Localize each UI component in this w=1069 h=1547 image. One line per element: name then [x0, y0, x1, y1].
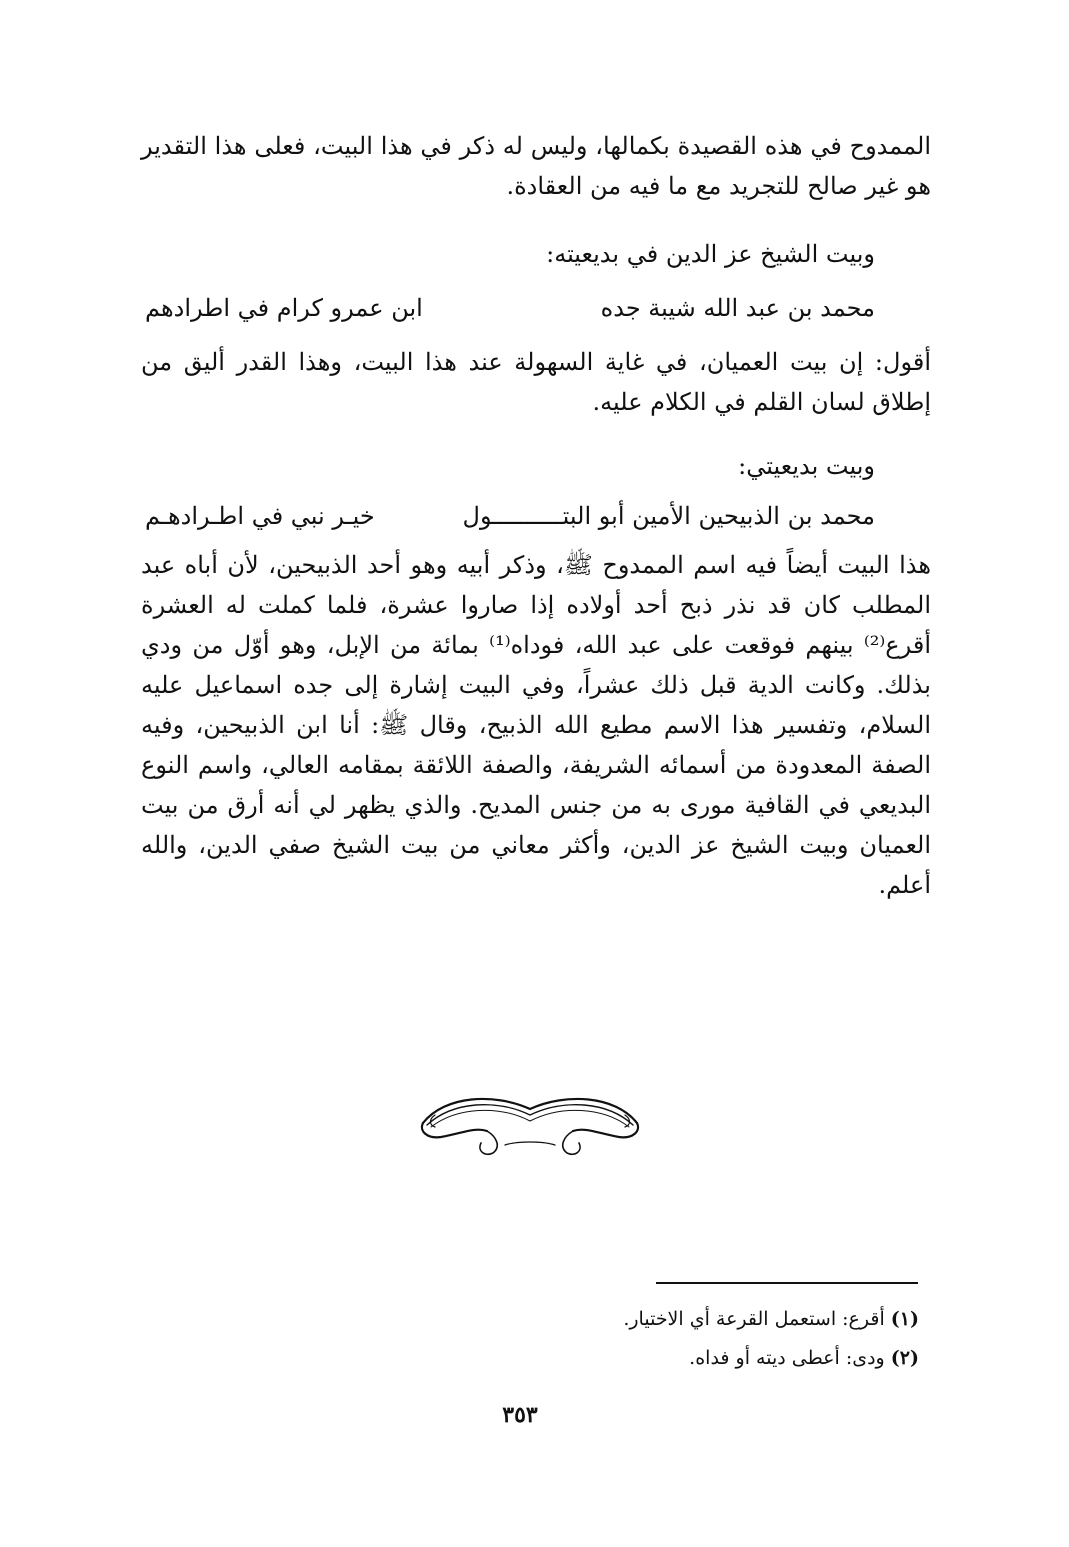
footnote-1-marker: (١): [890, 1308, 919, 1330]
footnote-2: [689, 1343, 919, 1373]
decorative-flourish-ornament: [405, 1085, 655, 1165]
verse-line-1: [145, 288, 875, 328]
footnote-2-marker: (٢): [890, 1347, 919, 1369]
verse-1-first-hemistich: محمد بن عبد الله شيبة جده: [600, 294, 875, 322]
paragraph-3-text: هذا البيت أيضاً فيه اسم الممدوح ﷺ، وذكر أبيه وهو أحد الذبيحين، لأن أباه عبد المطلب كان قد نذر ذبح أحد أولاده إذا صاروا عشرة، فلما كملت له العشرة أقرع⁽²⁾ بينهم فوقعت على عبد الله، فوداه⁽¹⁾ بمائة من الإبل، وهو أوّل من ودي بذلك. وكانت الدية قبل ذلك عشراً، وفي البيت إشارة إلى جده اسماعيل عليه السلام، وتفسير هذا الاسم مطيع الله الذبيح، وقال ﷺ: أنا ابن الذبيحين، وفيه الصفة المعدودة من أسمائه الشريفة، والصفة اللائقة بمقامه العالي، واسم النوع البديعي في القافية مورى به من جنس المديح. والذي يظهر لي أنه أرق من بيت العميان وبيت الشيخ عز الدين، وأكثر معاني من بيت الشيخ صفي الدين، والله أعلم.: [141, 551, 931, 899]
page-number: ٣٥٣: [502, 1402, 538, 1428]
verse-line-2: [145, 496, 875, 536]
commentary-paragraph: [141, 342, 931, 422]
paragraph-1-text: الممدوح في هذه القصيدة بكمالها، وليس له ذكر في هذا البيت، فعلى هذا التقدير هو غير صالح للتجريد مع ما فيه من العقادة.: [141, 132, 931, 200]
verse-intro-heading-1: وبيت الشيخ عز الدين في بديعيته:: [546, 240, 875, 268]
explanation-paragraph: [141, 545, 931, 905]
footnote-2-text: ودى: أعطى ديته أو فداه.: [689, 1347, 885, 1369]
footnote-separator-rule: [656, 1282, 918, 1284]
paragraph-2-text: أقول: إن بيت العميان، في غاية السهولة عند هذا البيت، وهذا القدر أليق من إطلاق لسان القلم في الكلام عليه.: [141, 348, 931, 416]
verse-2-first-hemistich: محمد بن الذبيحين الأمين أبو البتــــــــــول: [462, 502, 875, 530]
paragraph-continued: [141, 126, 931, 206]
verse-1-second-hemistich: ابن عمرو كرام في اطرادهم: [145, 294, 423, 322]
verse-intro-heading-2: وبيت بديعيتي:: [738, 452, 875, 480]
verse-2-second-hemistich: خيـر نبي في اطـرادهـم: [145, 502, 375, 530]
footnote-1-text: أقرع: استعمل القرعة أي الاختيار.: [623, 1308, 885, 1330]
footnote-1: [623, 1304, 919, 1334]
